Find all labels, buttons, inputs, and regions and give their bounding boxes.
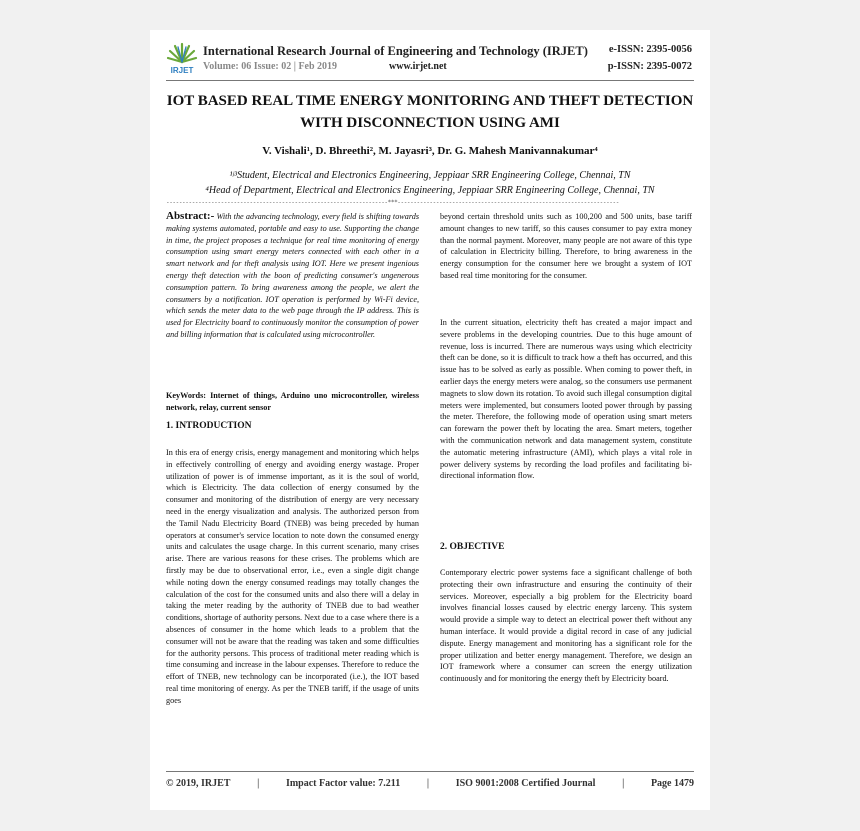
keywords-text: Internet of things, Arduino uno microcontroller, wireless network, relay, current sensor <box>166 391 420 412</box>
right-paragraph-2: In the current situation, electricity theft has created a major impact and severe problems in the developing countries. Due to this huge amount of revenue, loss is incurred. There are numerous ways using which electricity theft can be done, so it is difficult to track how a theft has occurred, and this issue has to be solved as early as possible. When coming to power theft, in earlier days the energy meters were analog, so the consumers use permanent magnets to slow down its rotation. To avoid such illegal consumption digital meters were implemented, but consumers looted power through by passing the meter. Therefore, the following mode of operation using smart meters can forewarn the power theft by locating the area. Smart meters, together with the communication network and data management system, constitute the automatic metering infrastructure (AMI), which plays a vital role in power delivery systems by recording the load profiles and facilitating bi-directional information flow. <box>440 318 692 481</box>
abstract-label: Abstract:- <box>166 210 215 222</box>
footer-page-number: Page 1479 <box>650 778 694 789</box>
irjet-logo <box>166 40 198 76</box>
journal-website: www.irjet.net <box>389 61 447 72</box>
objective-paragraph: Contemporary electric power systems face a significant challenge of both protecting their own infrastructure and ensuring the continuity of their services. Moreover, especially a big problem for the Electricity board involves financial losses caused by electric energy larceny. This system would provide a simple way to detect an electrical power theft without any human interface. It would provide a digital record in case of any judicial dispute. Energy management and monitoring has a significant role for the proper utilization and better energy management. Therefore, we design an IOT framework where a consumer can screen the energy utilization continuously and for monitoring the energy theft by Electricity board. <box>440 568 692 684</box>
abstract <box>166 211 419 341</box>
footer-copyright: © 2019, IRJET <box>166 778 231 789</box>
footer-rule <box>166 771 694 772</box>
author-list: V. Vishali¹, D. Bhreethi², M. Jayasri³, Dr. G. Mahesh Manivannakumar⁴ <box>262 145 598 157</box>
footer-separator: | <box>622 778 625 789</box>
logo-text: IRJET <box>170 66 194 75</box>
section-introduction-heading: 1. INTRODUCTION <box>166 421 252 431</box>
paper-title <box>166 90 694 134</box>
affiliation-hod: ⁴Head of Department, Electrical and Electronics Engineering, Jeppiaar SRR Engineering College, Chennai, TN <box>205 185 655 196</box>
p-issn: p-ISSN: 2395-0072 <box>607 61 692 72</box>
footer-impact-factor: Impact Factor value: 7.211 <box>285 778 401 789</box>
footer-separator: | <box>426 778 430 789</box>
title-line-2: WITH DISCONNECTION USING AMI <box>300 115 560 131</box>
keywords-label: KeyWords: <box>166 391 207 400</box>
page-footer <box>166 778 694 789</box>
footer-iso: ISO 9001:2008 Certified Journal <box>455 778 596 789</box>
section-separator: ---------------------------------------------------------------------***--------------------------------------------------------------------- <box>166 199 619 206</box>
volume-issue: Volume: 06 Issue: 02 | Feb 2019 <box>203 61 338 72</box>
e-issn: e-ISSN: 2395-0056 <box>608 44 692 55</box>
journal-name: International Research Journal of Engineering and Technology (IRJET) <box>203 44 588 58</box>
journal-header <box>166 40 694 80</box>
affiliation-students: ¹ʲ³Student, Electrical and Electronics Engineering, Jeppiaar SRR Engineering College, Chennai, TN <box>229 170 631 181</box>
keywords <box>166 390 419 414</box>
section-objective-heading: 2. OBJECTIVE <box>440 542 505 552</box>
header-rule <box>166 80 694 81</box>
title-line-1: IOT BASED REAL TIME ENERGY MONITORING AND THEFT DETECTION <box>166 93 694 109</box>
right-paragraph-1: beyond certain threshold units such as 100,200 and 500 units, base tariff amount changes to new tariff, so this causes consumer to pay extra money than the normal payment. Moreover, many people are not aware of this type of calculation in Electricity billing. Therefore, to bring awareness in the energy consumption for the consumer here we brought a system of IOT based real time monitoring for the consumer. <box>440 212 692 280</box>
introduction-paragraph: In this era of energy crisis, energy management and monitoring which helps in effectively controlling of energy and avoiding energy wastage. Proper utilization of power is of immense important, as it is the soul of world, which is Electricity. The data collection of energy consumed by the consumer and monitoring of the distribution of energy are very necessary need in the energy visualization and analysis. The authorized person from the Tamil Nadu Electricity Board (TNEB) was being preceded by human operators at consumer's service location to note down the consumed energy units and calculates the usage charge. In this current scenario, many crises arise. There are various reasons for these crises. The problems which are firstly may be due to observational error, i.e., even a single digit change while noting down the energy consumed readings may totally changes the calculation of the cost for the consumed units and also there will a delay in taking the meter reading by the authority of TNEB due to bad weather conditions, shortage of authority persons. Next due to a case where there is a absences of consumer in the home which leads to a problem that the consumer will not be aware that the reading was taken and some difficulties for the authority persons. This process of traditional meter reading which is time consuming and increase in the labour expenses. Therefore to reduce the effort of TNEB, new technology can be incorporated (i.e.), the IOT based real time monitoring of energy. As per the TNEB tariff, if the usage of units goes <box>166 448 419 705</box>
footer-separator: | <box>257 778 260 789</box>
abstract-text: With the advancing technology, every field is shifting towards making systems automated, portable and easy to use. Supporting the change in time, the project proposes a technique for real time monitoring of energy consumption using smart energy meters connected with each other in a smart network and for theft analysis using IOT. Here we present ingenious energy theft detection with the boon of predicting consumer's ungenerous consumption pattern. To bring awareness among the people, we alert the consumers by a notification. IOT operation is performed by Wi-Fi device, which sends the meter data to the web page through the IP address. This is used for Electricity board to continuously monitor the consumption of power and billing information that is calculated using microcontroller. <box>166 212 420 339</box>
